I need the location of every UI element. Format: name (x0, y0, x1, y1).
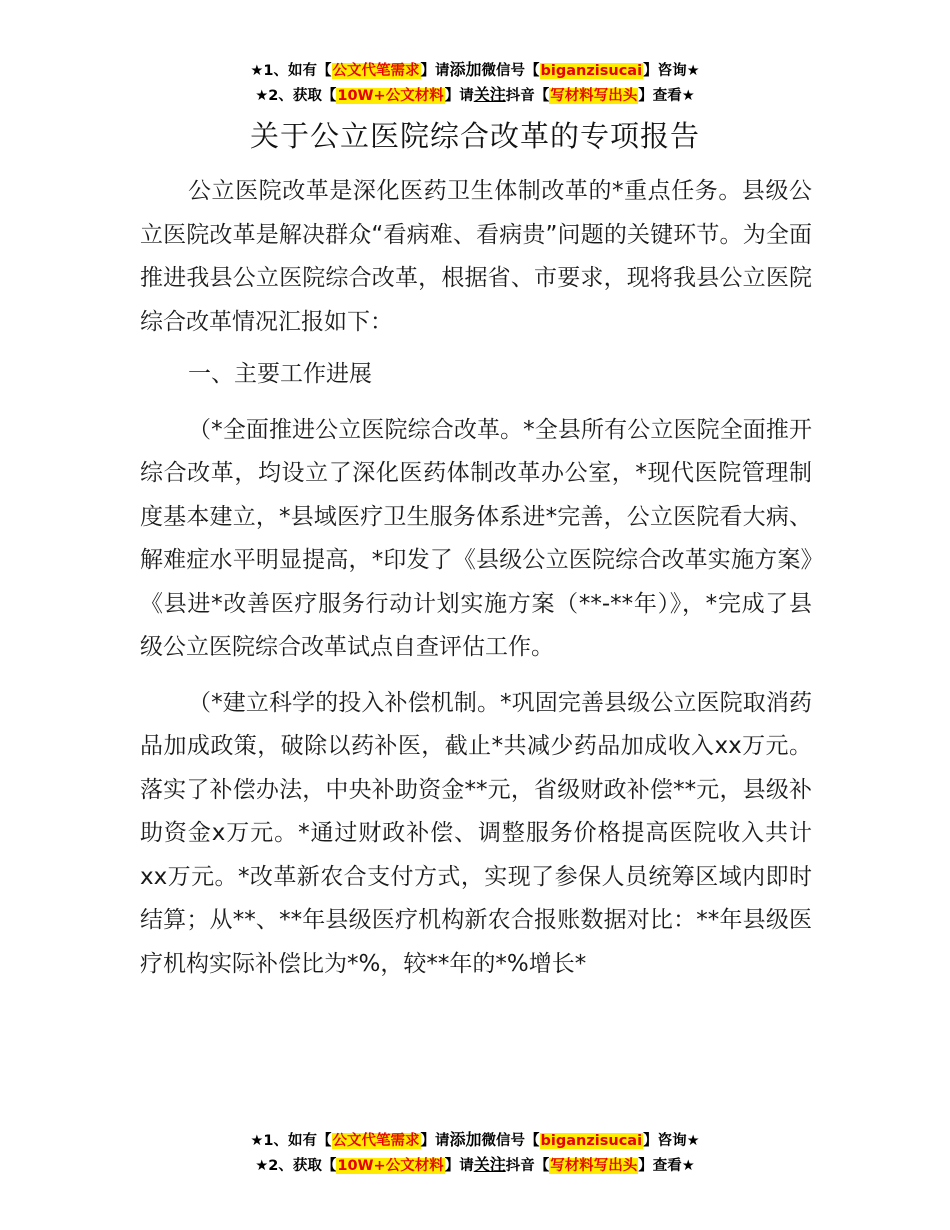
document-body (140, 170, 812, 986)
document-title: 关于公立医院综合改革的专项报告 (249, 119, 700, 153)
paragraph-item-1: （*全面推进公立医院综合改革。*全县所有公立医院全面推开综合改革，均设立了深化医药体制改革办公室，*现代医院管理制度基本建立，*县域医疗卫生服务体系进*完善，公立医院看大病、解难症水平明显提高，*印发了《县级公立医院综合改革实施方案》《县进*改善医疗服务行动计划实施方案（**-**年）》，*完成了县级公立医院综合改革试点自查评估工作。 (140, 416, 812, 660)
header-banner (0, 58, 950, 108)
banner-line-1: ★1、如有【公文代笔需求】请添加微信号【biganzisucai】咨询★ (250, 60, 700, 79)
highlight-douyin: 写材料写出头 (550, 1158, 638, 1174)
highlight-materials: 10W+公文材料 (337, 88, 444, 104)
footer-banner (0, 1128, 950, 1178)
highlight-service: 公文代笔需求 (332, 63, 420, 79)
highlight-service: 公文代笔需求 (332, 1133, 420, 1149)
highlight-wechat-id: biganzisucai (540, 1133, 643, 1149)
section-heading: 一、主要工作进展 (188, 361, 372, 387)
highlight-materials: 10W+公文材料 (337, 1158, 444, 1174)
banner-line-1: ★1、如有【公文代笔需求】请添加微信号【biganzisucai】咨询★ (250, 1130, 700, 1149)
banner-line-2: ★2、获取【10W+公文材料】请关注抖音【写材料写出头】查看★ (255, 1155, 695, 1174)
highlight-douyin: 写材料写出头 (550, 88, 638, 104)
banner-line-2: ★2、获取【10W+公文材料】请关注抖音【写材料写出头】查看★ (255, 85, 695, 104)
paragraph-item-2: （*建立科学的投入补偿机制。*巩固完善县级公立医院取消药品加成政策，破除以药补医，截止*共减少药品加成收入xx万元。落实了补偿办法，中央补助资金**元，省级财政补偿**元，县级补助资金x万元。*通过财政补偿、调整服务价格提高医院收入共计xx万元。*改革新农合支付方式，实现了参保人员统筹区域内即时结算；从**、**年县级医疗机构新农合报账数据对比：**年县级医疗机构实际补偿比为*%，较**年的*%增长* (140, 689, 812, 977)
paragraph-intro: 公立医院改革是深化医药卫生体制改革的*重点任务。县级公立医院改革是解决群众“看病难、看病贵”问题的关键环节。为全面推进我县公立医院综合改革，根据省、市要求，现将我县公立医院综合改革情况汇报如下： (140, 178, 812, 335)
highlight-wechat-id: biganzisucai (540, 63, 643, 79)
